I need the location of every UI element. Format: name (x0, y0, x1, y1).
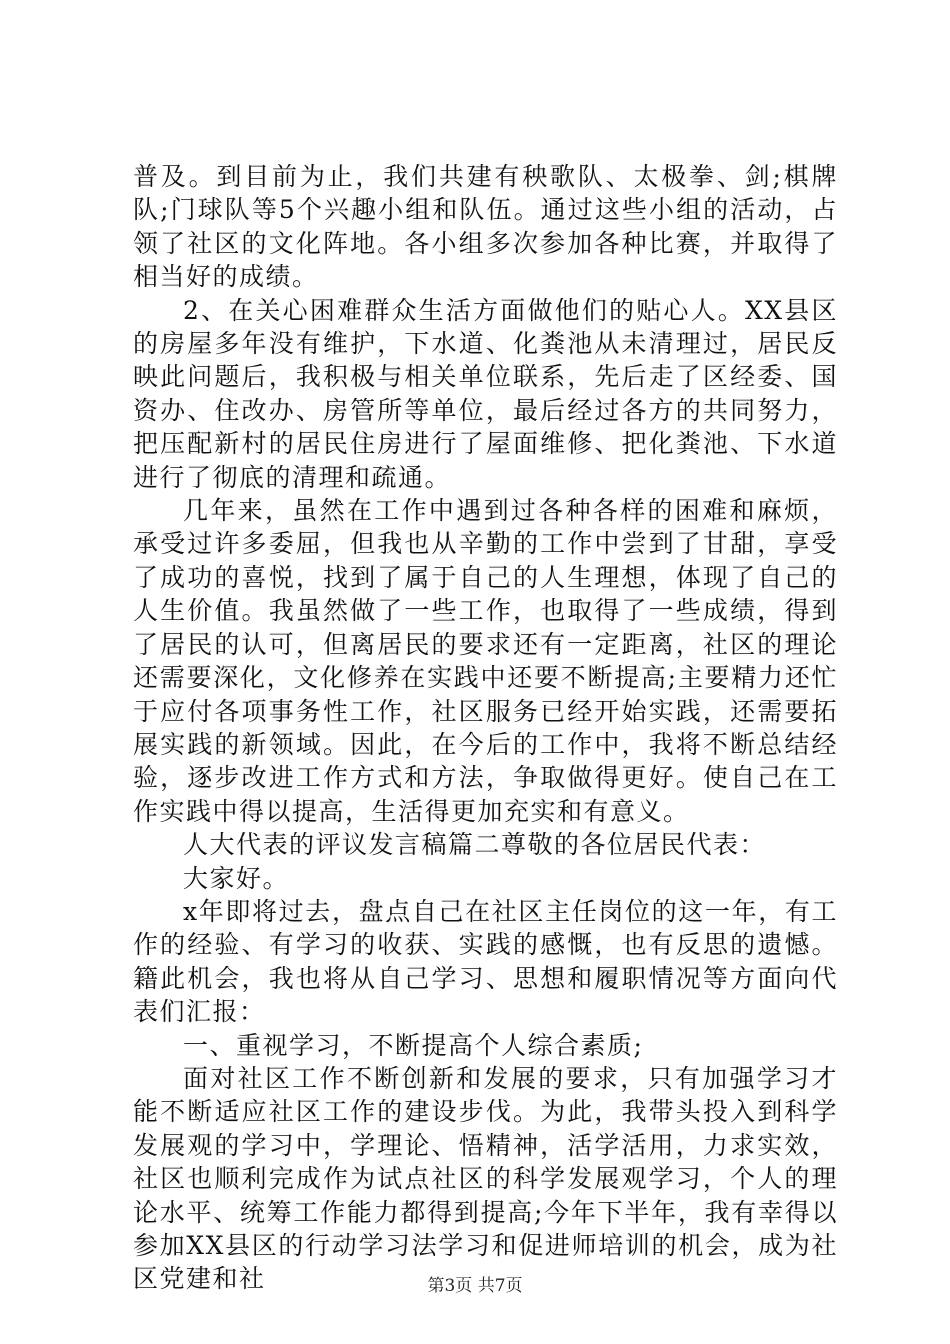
body-text (133, 160, 838, 1296)
paragraph-7: 一、重视学习，不断提高个人综合素质; (183, 1030, 644, 1060)
paragraph-2: 2、在关心困难群众生活方面做他们的贴心人。XX县区的房屋多年没有维护，下水道、化粪池从未清理过，居民反映此问题后，我积极与相关单位联系，先后走了区经委、国资办、住改办、房管所等单位，最后经过各方的共同努力，把压配新村的居民住房进行了屋面维修、把化粪池、下水道进行了彻底的清理和疏通。 (133, 295, 838, 492)
paragraph-6: x年即将过去，盘点自己在社区主任岗位的这一年，有工作的经验、有学习的收获、实践的感慨，也有反思的遗憾。籍此机会，我也将从自己学习、思想和履职情况等方面向代表们汇报： (133, 896, 838, 1027)
paragraph-1: 普及。到目前为止，我们共建有秧歌队、太极拳、剑;棋牌队;门球队等5个兴趣小组和队伍。通过这些小组的活动，占领了社区的文化阵地。各小组多次参加各种比赛，并取得了相当好的成绩。 (133, 162, 838, 292)
paragraph-5: 大家好。 (183, 863, 290, 893)
paragraph-4: 人大代表的评议发言稿篇二尊敬的各位居民代表： (183, 830, 767, 860)
page-number-footer: 第3页 共7页 (427, 1276, 523, 1296)
paragraph-3: 几年来，虽然在工作中遇到过各种各样的困难和麻烦，承受过许多委屈，但我也从辛勤的工作中尝到了甘甜，享受了成功的喜悦，找到了属于自己的人生理想，体现了自己的人生价值。我虽然做了一些工作，也取得了一些成绩，得到了居民的认可，但离居民的要求还有一定距离，社区的理论还需要深化，文化修养在实践中还要不断提高;主要精力还忙于应付各项事务性工作，社区服务已经开始实践，还需要拓展实践的新领域。因此，在今后的工作中，我将不断总结经验，逐步改进工作方式和方法，争取做得更好。使自己在工作实践中得以提高，生活得更加充实和有意义。 (133, 496, 838, 826)
paragraph-8: 面对社区工作不断创新和发展的要求，只有加强学习才能不断适应社区工作的建设步伐。为此，我带头投入到科学发展观的学习中，学理论、悟精神，活学活用，力求实效，社区也顺利完成作为试点社区的科学发展观学习，个人的理论水平、统筹工作能力都得到提高;今年下半年，我有幸得以参加XX县区的行动学习法学习和促进师培训的机会，成为社区党建和社 (133, 1063, 838, 1294)
